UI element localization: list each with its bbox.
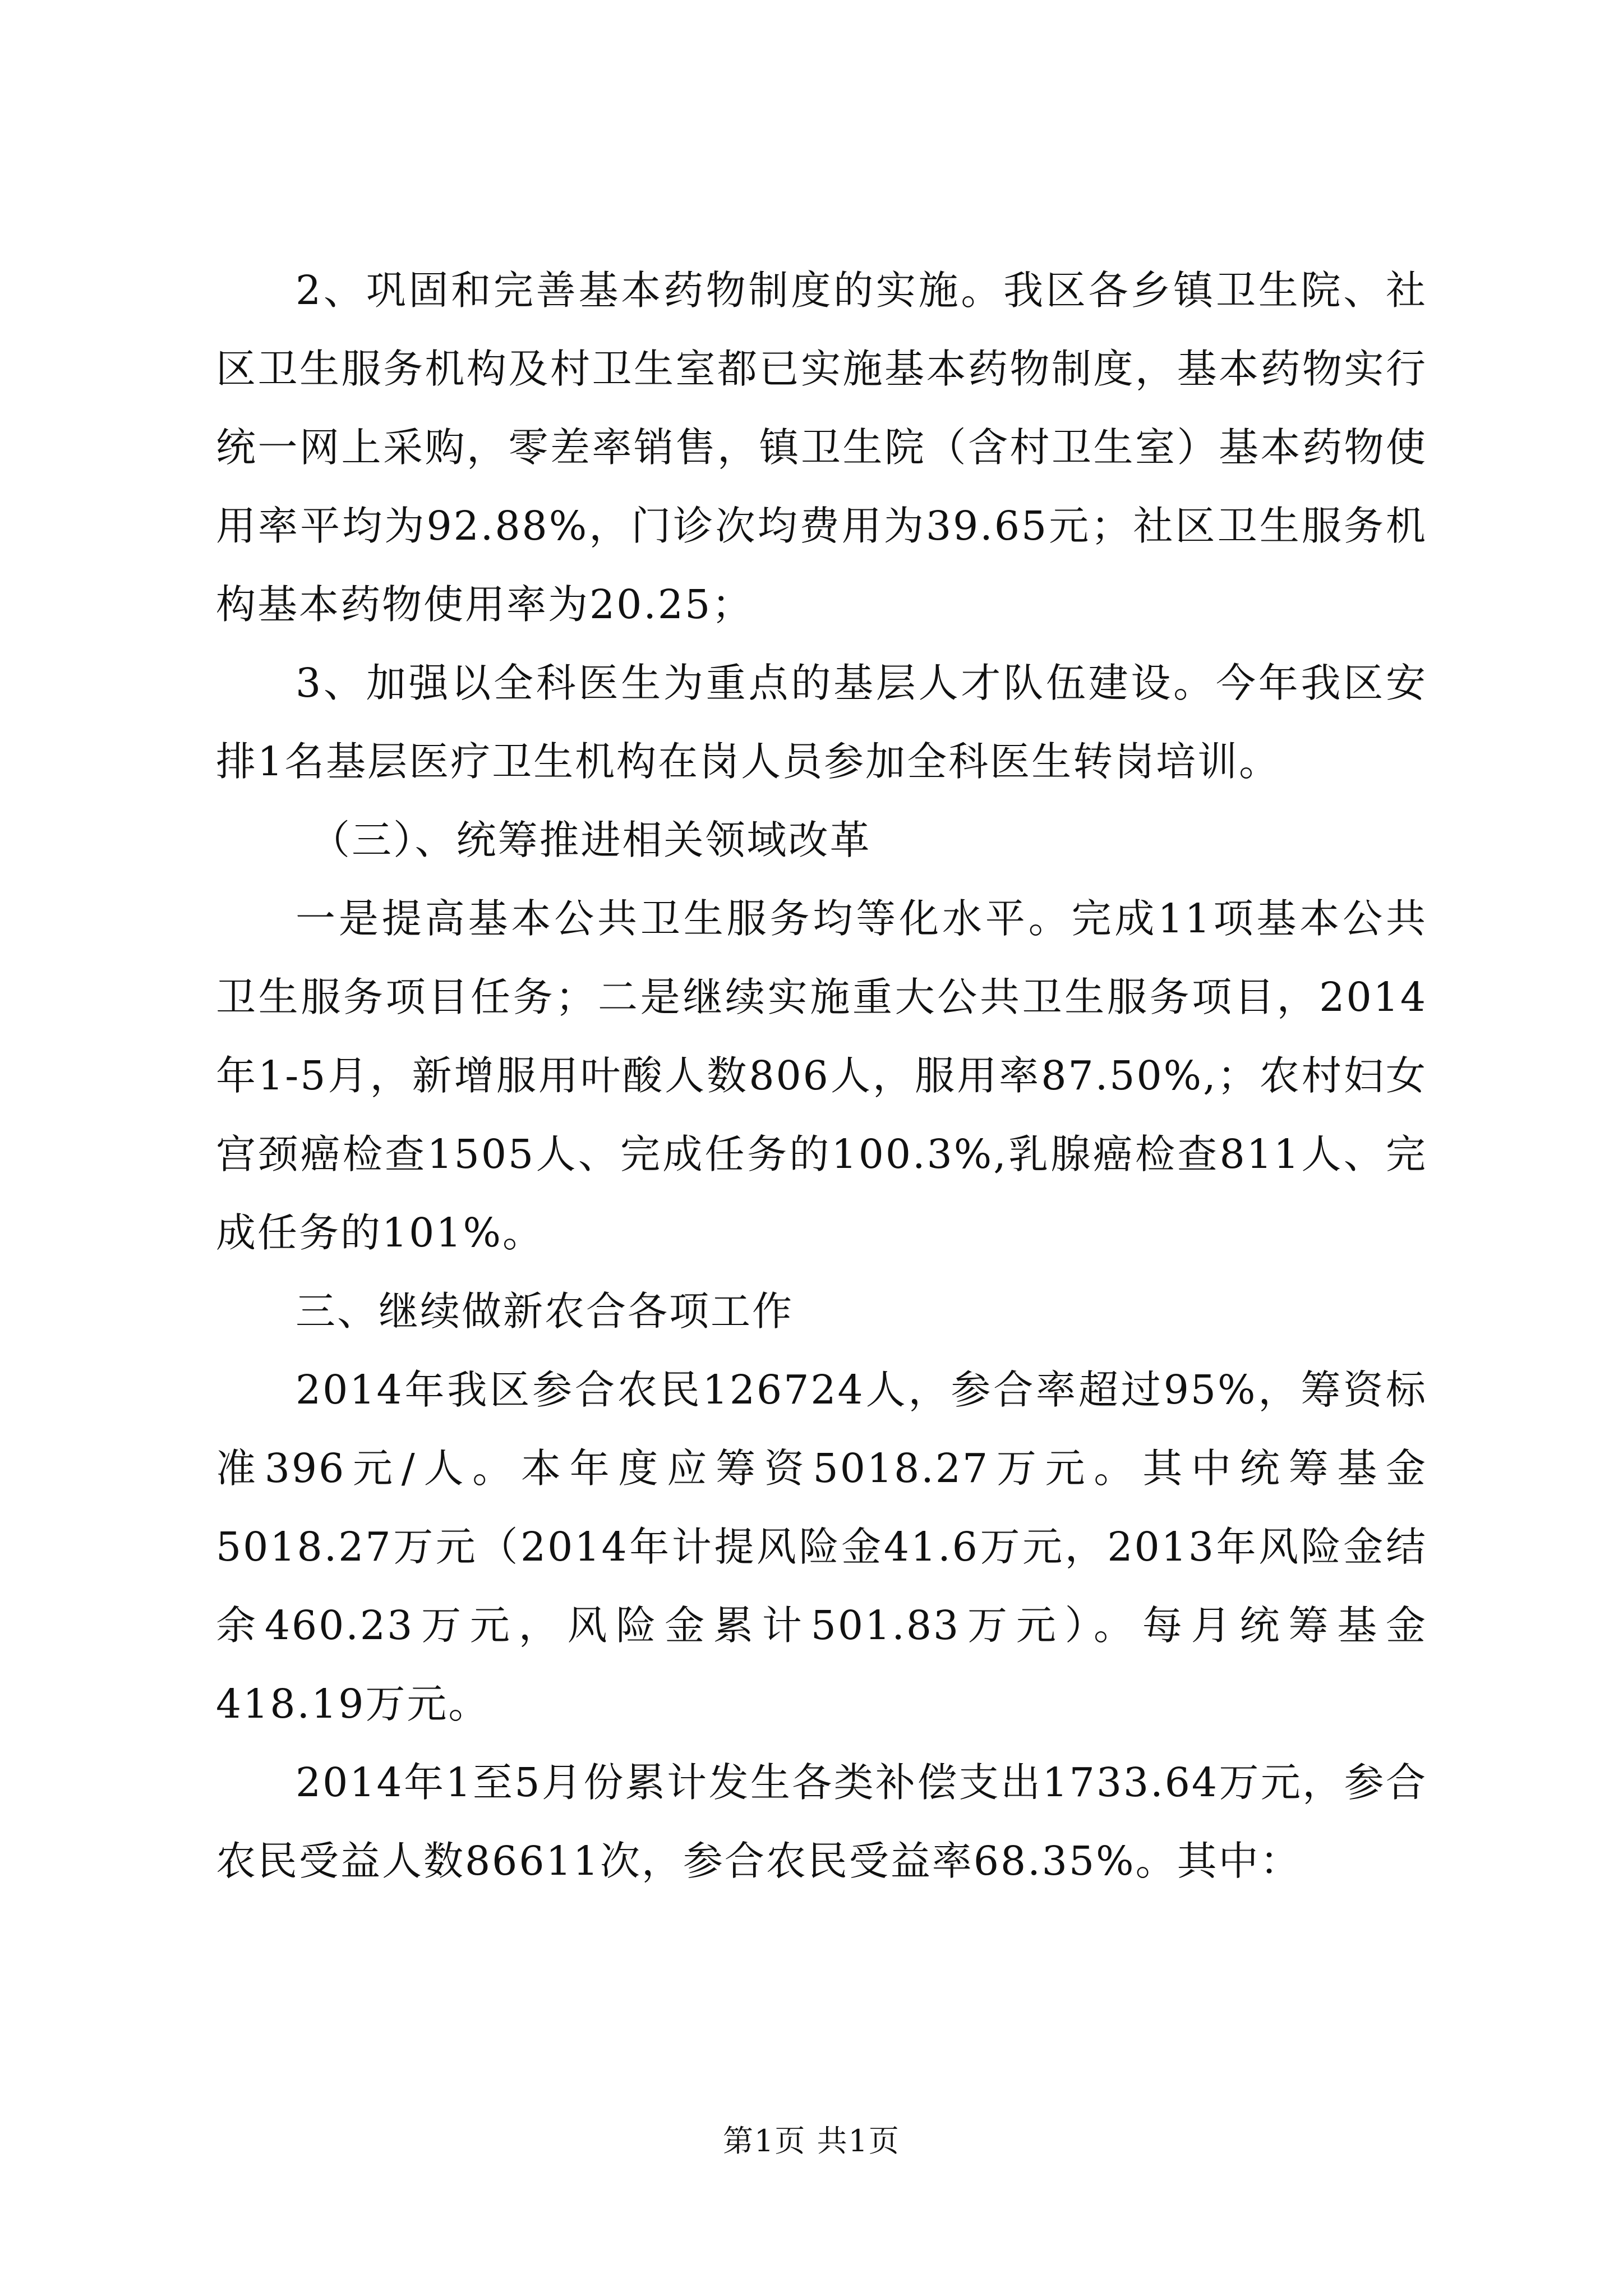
- section-heading-new-rural-cooperative: 三、继续做新农合各项工作: [296, 1288, 794, 1335]
- paragraph-public-health-services: 一是提高基本公共卫生服务均等化水平。完成11项基本公共卫生服务项目任务；二是继续实施重大公共卫生服务项目，2014年1-5月，新增服用叶酸人数806人，服用率87.50%,；农村妇女宫颈癌检查1505人、完成任务的100.3%,乳腺癌检查811人、完成任务的101%。: [216, 895, 1427, 1256]
- section-heading-related-reforms: （三）、统筹推进相关领域改革: [310, 817, 872, 863]
- document-body: [216, 251, 1427, 1901]
- page-number-footer: 第1页 共1页: [723, 2123, 900, 2159]
- paragraph-essential-drug-system: 2、巩固和完善基本药物制度的实施。我区各乡镇卫生院、社区卫生服务机构及村卫生室都已实施基本药物制度，基本药物实行统一网上采购，零差率销售，镇卫生院（含村卫生室）基本药物使用率平均为92.88%，门诊次均费用为39.65元；社区卫生服务机构基本药物使用率为20.25；: [216, 267, 1427, 628]
- paragraph-cooperative-funding: 2014年我区参合农民126724人，参合率超过95%，筹资标准396元/人。本年度应筹资5018.27万元。其中统筹基金5018.27万元（2014年计提风险金41.6万元，2013年风险金结余460.23万元，风险金累计501.83万元）。每月统筹基金418.19万元。: [216, 1366, 1427, 1727]
- paragraph-compensation-expenditure: 2014年1至5月份累计发生各类补偿支出1733.64万元，参合农民受益人数86611次，参合农民受益率68.35%。其中：: [216, 1759, 1427, 1884]
- paragraph-general-practitioner-training: 3、加强以全科医生为重点的基层人才队伍建设。今年我区安排1名基层医疗卫生机构在岗人员参加全科医生转岗培训。: [216, 660, 1427, 785]
